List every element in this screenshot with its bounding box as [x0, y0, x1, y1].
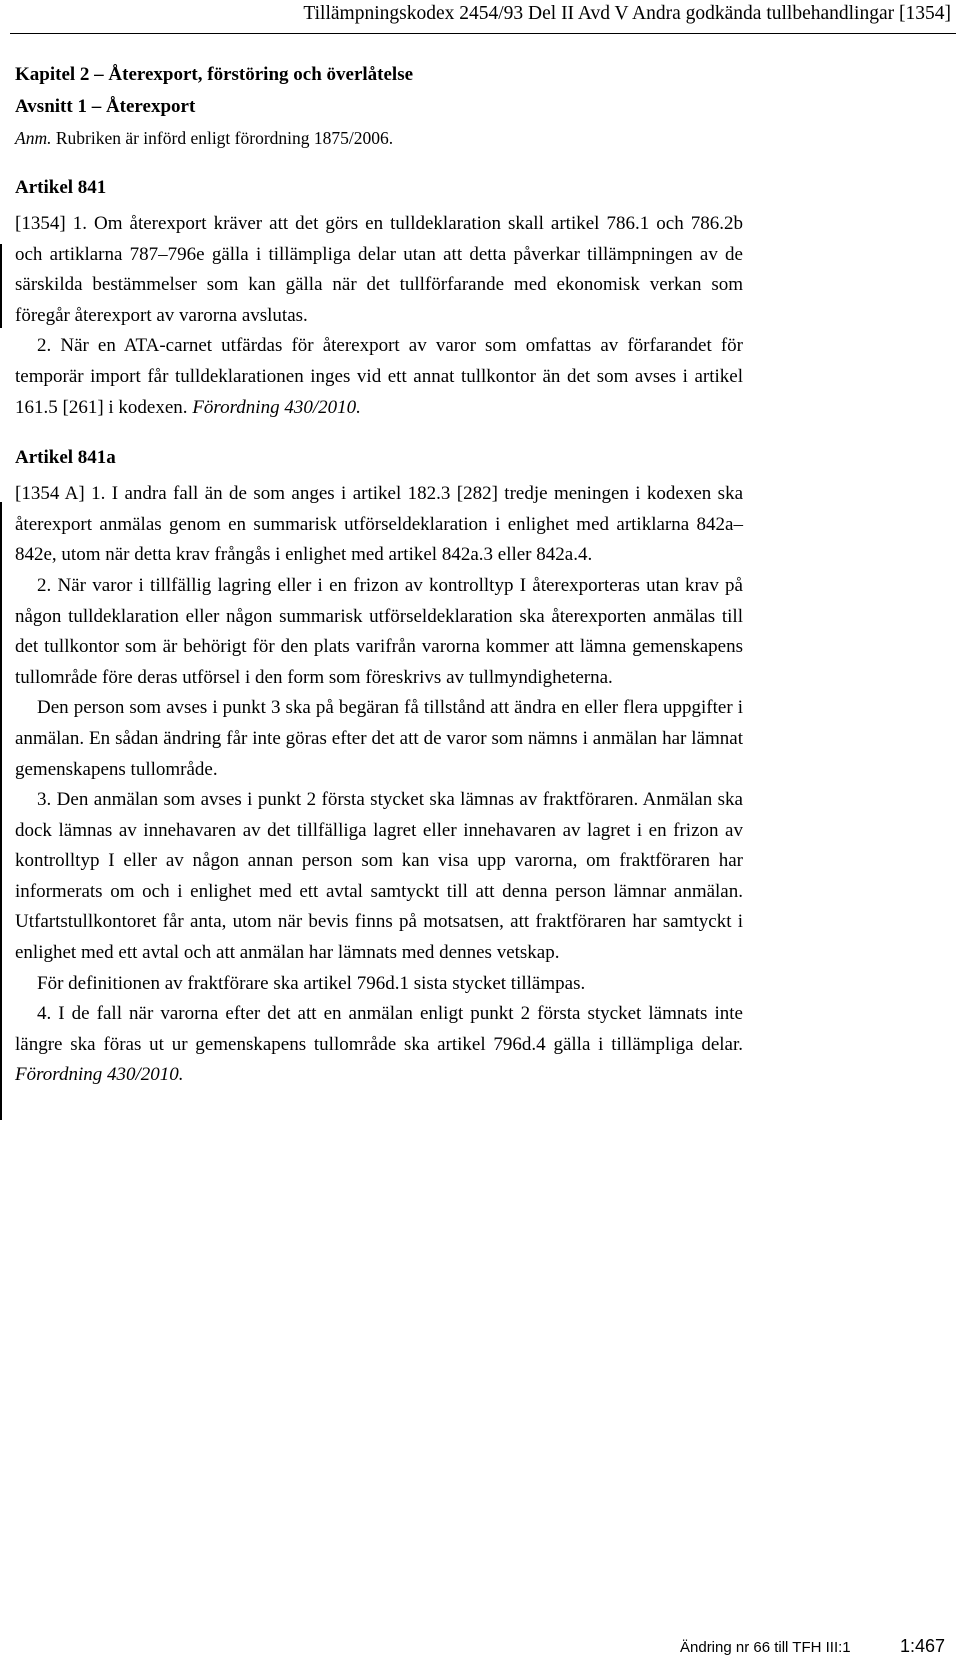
change-note: Ändring nr 66 till TFH III:1	[680, 1639, 851, 1656]
article-841-reference: Förordning 430/2010.	[192, 396, 361, 418]
page-header	[0, 0, 960, 34]
article-841a-heading: Artikel 841a	[15, 447, 116, 469]
article-841-paragraph-2	[15, 331, 743, 423]
article-841a-paragraph-3: Den person som avses i punkt 3 ska på begäran få tillstånd att ändra en eller flera uppgifter i anmälan. En sådan ändring får inte göras efter det att de varor som nämns i anmälan har lämnat gemenskapens tullområde.	[15, 697, 743, 780]
note-text: Rubriken är införd enligt förordning 1875/2006.	[51, 128, 394, 148]
article-841a-paragraph-1: [1354 A] 1. I andra fall än de som anges i artikel 182.3 [282] tredje meningen i kodexen ska återexport anmälas genom en summarisk utförseldeklaration i enlighet med artiklarna 842a–842e, utom när detta krav frångås i enlighet med artikel 842a.3 eller 842a.4.	[15, 483, 743, 566]
chapter-title: Kapitel 2 – Återexport, förstöring och överlåtelse	[15, 64, 414, 85]
article-841-paragraph-1: [1354] 1. Om återexport kräver att det görs en tulldeklaration skall artikel 786.1 och 786.2b och artiklarna 787–796e gälla i tillämpliga delar utan att detta påverkar tillämpningen av de särskilda bestämmelser som kan gälla när det tullförfarande med ekonomisk verkan som föregår återexport av varorna avslutas.	[15, 213, 743, 326]
article-841-heading: Artikel 841	[15, 177, 107, 198]
change-bar-841a	[0, 502, 2, 1120]
change-bar-841	[0, 244, 2, 328]
article-841a-paragraph-6-text: 4. I de fall när varorna efter det att en anmälan enligt punkt 2 första stycket lämnats inte längre ska föras ut ur gemenskapens tullområde ska artikel 796d.4 gälla i tillämpliga delar.	[15, 1003, 743, 1055]
note-prefix: Anm.	[15, 128, 52, 148]
article-841a-reference: Förordning 430/2010.	[15, 1064, 184, 1086]
document-body	[15, 46, 743, 1091]
running-title: Tillämpningskodex 2454/93 Del II Avd V Andra godkända tullbehandlingar [1354]	[303, 3, 951, 24]
page-number: 1:467	[900, 1636, 946, 1656]
article-841a-paragraph-2: 2. När varor i tillfällig lagring eller i en frizon av kontrolltyp I återexporteras utan krav på någon tulldeklaration eller någon summarisk utförseldeklaration ska återexporten anmälas till det tullkontor som är behörigt för den plats varifrån varorna kommer att lämna gemenskapens tullområde före deras utförsel i den form som föreskrivs av tullmyndigheterna.	[15, 574, 743, 688]
article-841a-paragraph-4: 3. Den anmälan som avses i punkt 2 första stycket ska lämnas av fraktföraren. Anmälan ska dock lämnas av innehavaren av det tillfälliga lagret eller innehavaren av lagret i en frizon av kontrolltyp I eller av någon annan person som kan visa upp varorna, om fraktföraren har informerats om och i enlighet med ett avtal samtyckt till att denna person lämnar anmälan. Utfartstullkontoret får anta, utom när bevis finns på motsatsen, att fraktföraren har samtyckt i enlighet med ett avtal och att anmälan har lämnats med dennes vetskap.	[15, 789, 743, 964]
section-title: Avsnitt 1 – Återexport	[15, 96, 196, 117]
article-841a-paragraph-5: För definitionen av fraktförare ska artikel 796d.1 sista stycket tillämpas.	[37, 972, 586, 994]
page-footer	[0, 1638, 960, 1666]
header-rule	[10, 33, 956, 34]
amendment-note	[15, 123, 743, 153]
article-841a-paragraph-6	[15, 999, 743, 1091]
article-841-paragraph-2-text: 2. När en ATA-carnet utfärdas för återexport av varor som omfattas av förfarandet för temporär import får tulldeklarationen inges vid ett annat tullkontor än det som avses i artikel 161.5 [261] i kodexen.	[15, 335, 743, 418]
